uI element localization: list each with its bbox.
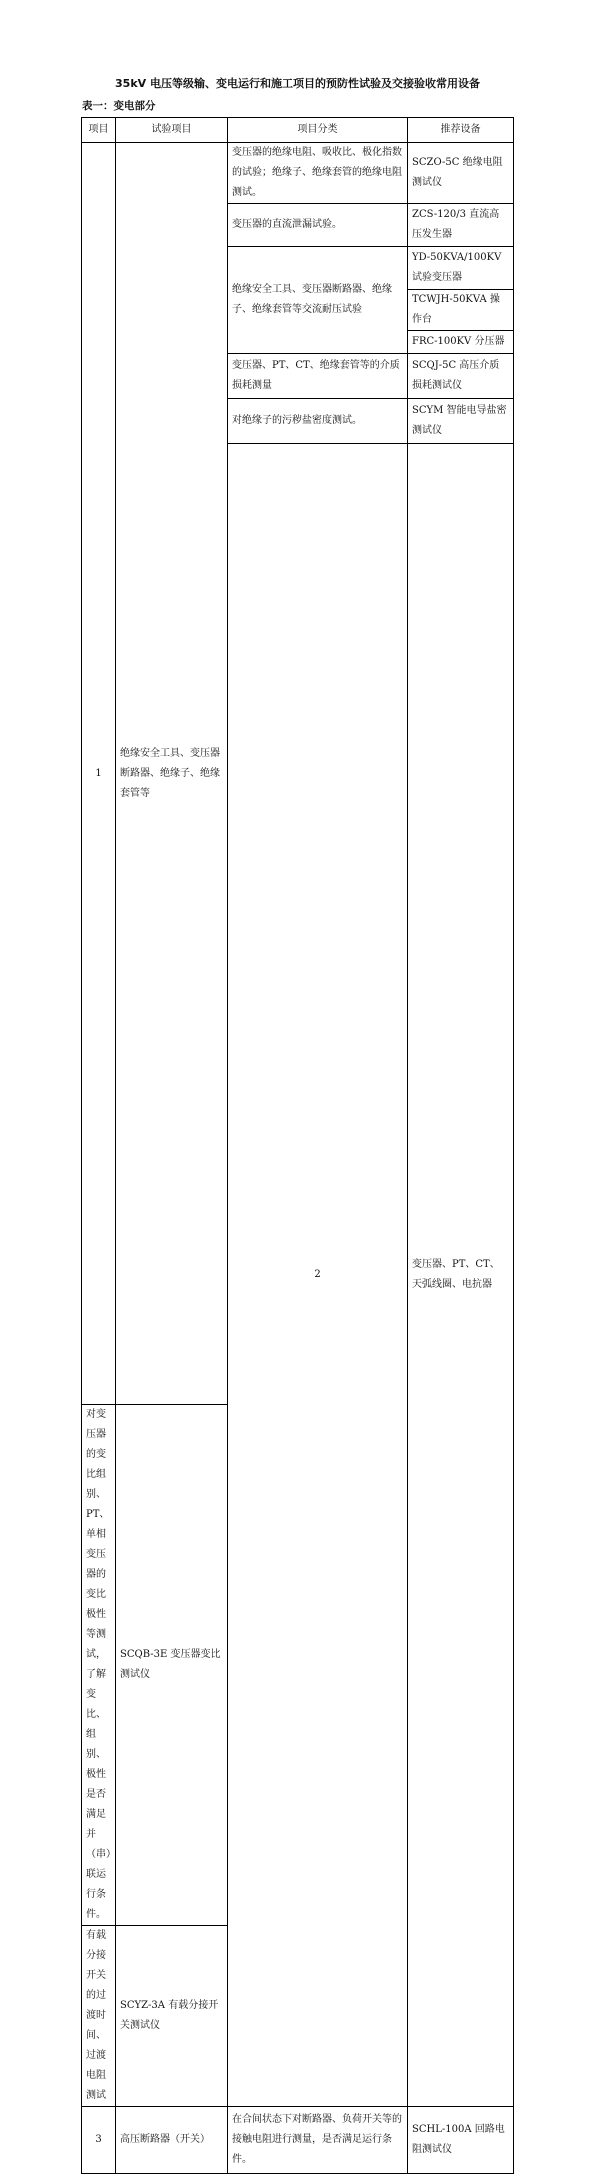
- header-test-item: 试验项目: [116, 118, 228, 143]
- equipment-1-5: FRC-100KV 分压器: [408, 331, 514, 354]
- equipment-table: [81, 117, 514, 2174]
- header-project: 项目: [82, 118, 116, 143]
- classification-2-2: 对变压器的变比组别、PT、单相变压器的变比极性等测试，了解变比、组别、极性是否满足并（串）联运行条件。: [82, 1405, 116, 1926]
- equipment-2-3: SCYZ-3A 有载分接开关测试仪: [116, 1926, 228, 2107]
- test-item-3: 高压断路器（开关）: [116, 2107, 228, 2174]
- test-item-1: 绝缘安全工具、变压器断路器、绝缘子、绝缘套管等: [116, 143, 228, 1405]
- document-title: 35kV 电压等级输、变电运行和施工项目的预防性试验及交接验收常用设备: [115, 77, 480, 90]
- equipment-1-7: SCYM 智能电导盐密测试仪: [408, 399, 514, 444]
- equipment-1-3: YD-50KVA/100KV 试验变压器: [408, 247, 514, 290]
- header-classification: 项目分类: [228, 118, 408, 143]
- equipment-1-4: TCWJH-50KVA 操作台: [408, 290, 514, 331]
- classification-1-3: 绝缘安全工具、变压器断路器、绝缘子、绝缘套管等交流耐压试验: [228, 247, 408, 354]
- classification-1-1: 变压器的绝缘电阻、吸收比、极化指数的试验；绝缘子、绝缘套管的绝缘电阻测试。: [228, 143, 408, 204]
- header-recommended-equipment: 推荐设备: [408, 118, 514, 143]
- section-heading: 表一：变电部分: [82, 100, 156, 112]
- classification-3-1: 在合间状态下对断路器、负荷开关等的接触电阻进行测量，是否满足运行条件。: [228, 2107, 408, 2174]
- equipment-1-1: SCZO-5C 绝缘电阻测试仪: [408, 143, 514, 204]
- classification-1-5: 对绝缘子的污秽盐密度测试。: [228, 399, 408, 444]
- table-header-row: [82, 118, 514, 143]
- row-number-2: 2: [228, 444, 408, 2107]
- equipment-1-2: ZCS-120/3 直流高压发生器: [408, 204, 514, 247]
- test-item-2: 变压器、PT、CT、天弧线圈、电抗器: [408, 444, 514, 2107]
- row-number-1: 1: [82, 143, 116, 1405]
- equipment-2-2: SCQB-3E 变压器变比测试仪: [116, 1405, 228, 1926]
- classification-1-2: 变压器的直流泄漏试验。: [228, 204, 408, 247]
- equipment-3-1: SCHL-100A 回路电阻测试仪: [408, 2107, 514, 2174]
- equipment-1-6: SCQJ-5C 高压介质损耗测试仪: [408, 354, 514, 399]
- table-row: [82, 2107, 514, 2174]
- table-row: [82, 143, 514, 204]
- row-number-3: 3: [82, 2107, 116, 2174]
- classification-2-3: 有载分接开关的过渡时间、过渡电阻测试: [82, 1926, 116, 2107]
- classification-1-4: 变压器、PT、CT、绝缘套管等的介质损耗测量: [228, 354, 408, 399]
